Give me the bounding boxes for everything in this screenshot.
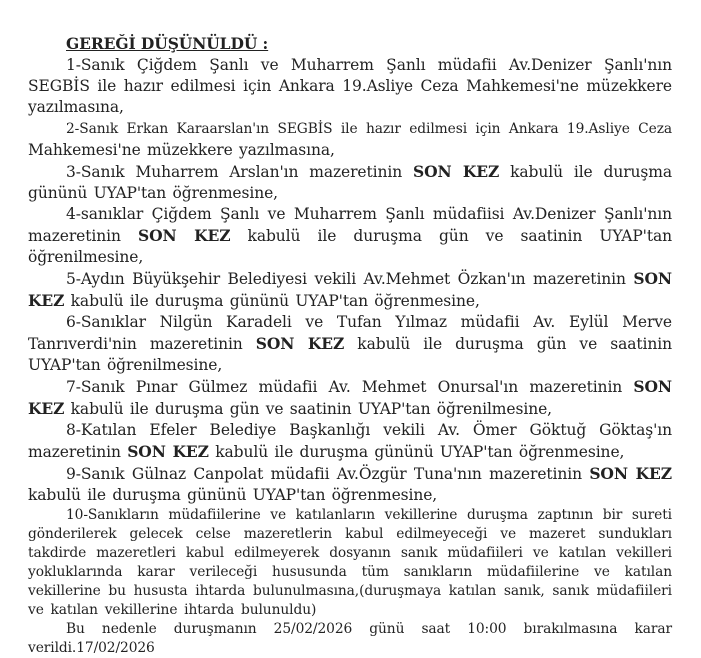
text-segment: 10-Sanıkların müdafiilerine ve katılanların vekillerine duruşma zaptının bir sureti gönderilerek gelecek celse mazeretlerin kabul edilmeyeceği ve mazeret sundukları takdirde mazeretleri kabul edilmeyerek dosyanın sanık müdafiileri ve katılan vekilleri yokluklarında karar verileceği hususunda tüm sanıkların müdafiilerine ve katılan vekillerine bu hususta ihtarda bulunulmasına,(duruşmaya katılan sanık, sanık müdafiileri ve katılan vekillerine ihtarda bulunuldu) — [28, 507, 672, 618]
ruling-item-6 — [28, 312, 672, 376]
section-title — [28, 33, 672, 55]
emphasis-text: SON KEZ — [28, 377, 672, 418]
closing-line: Bu nedenle duruşmanın 25/02/2026 günü saat 10:00 bırakılmasına karar verildi.17/02/2026 — [28, 621, 672, 656]
ruling-item-1 — [28, 55, 672, 118]
text-segment: kabulü ile duruşma gün ve saatinin UYAP'tan öğrenilmesine, — [28, 335, 672, 374]
text-segment: 2-Sanık Erkan Karaarslan'ın SEGBİS ile hazır edilmesi için Ankara 19.Asliye Ceza — [66, 121, 672, 137]
text-segment: 4-sanıklar Çiğdem Şanlı ve Muharrem Şanlı müdafiisi Av.Denizer Şanlı'nın mazeretinin — [28, 205, 672, 245]
emphasis-text: SON KEZ — [412, 162, 500, 181]
text-segment: 1-Sanık Çiğdem Şanlı ve Muharrem Şanlı müdafii Av.Denizer Şanlı'nın SEGBİS ile hazır edilmesi için Ankara 19.Asliye Ceza Mahkemesi'ne müzekkere yazılmasına, — [28, 56, 672, 116]
text-segment: 8-Katılan Efeler Belediye Başkanlığı vekili Av. Ömer Göktuğ Göktaş'ın mazeretinin — [28, 421, 672, 461]
ruling-item-7 — [28, 376, 672, 420]
emphasis-text: SON KEZ — [589, 464, 672, 483]
text-segment: 5-Aydın Büyükşehir Belediyesi vekili Av.Mehmet Özkan'ın mazeretinin — [66, 270, 634, 288]
text-segment: kabulü ile duruşma gün ve saatinin UYAP'tan öğrenilmesine, — [64, 400, 552, 418]
text-segment: Mahkemesi'ne müzekkere yazılmasına, — [28, 141, 335, 159]
ruling-item-3 — [28, 161, 672, 204]
ruling-item-9 — [28, 463, 672, 506]
text-segment: kabulü ile duruşma gününü UYAP'tan öğrenmesine, — [64, 292, 480, 310]
ruling-item-2 — [28, 118, 672, 161]
text-segment: 6-Sanıklar Nilgün Karadeli ve Tufan Yılmaz müdafii Av. Eylül Merve Tanrıverdi'nin mazeretinin — [28, 313, 672, 353]
text-segment: 9-Sanık Gülnaz Canpolat müdafii Av.Özgür Tuna'nın mazeretinin — [66, 465, 590, 483]
text-segment: 7-Sanık Pınar Gülmez müdafii Av. Mehmet Onursal'ın mazeretinin — [66, 378, 634, 396]
text-segment: kabulü ile duruşma gün ve saatinin UYAP'tan öğrenilmesine, — [28, 227, 672, 266]
emphasis-text: SON KEZ — [28, 269, 672, 310]
emphasis-text: SON KEZ — [127, 442, 209, 461]
section-title-text: GEREĞİ DÜŞÜNÜLDÜ : — [66, 34, 269, 53]
ruling-item-10 — [28, 506, 672, 620]
emphasis-text: SON KEZ — [255, 334, 345, 353]
text-segment: kabulü ile duruşma gününü UYAP'tan öğrenmesine, — [28, 486, 438, 504]
text-segment: 3-Sanık Muharrem Arslan'ın mazeretinin — [66, 163, 413, 181]
emphasis-text: SON KEZ — [137, 226, 231, 245]
ruling-item-8 — [28, 420, 672, 463]
ruling-item-5 — [28, 268, 672, 312]
text-segment: kabulü ile duruşma gününü UYAP'tan öğrenmesine, — [28, 163, 672, 202]
text-segment: kabulü ile duruşma gününü UYAP'tan öğrenmesine, — [208, 443, 625, 461]
ruling-item-4 — [28, 204, 672, 268]
